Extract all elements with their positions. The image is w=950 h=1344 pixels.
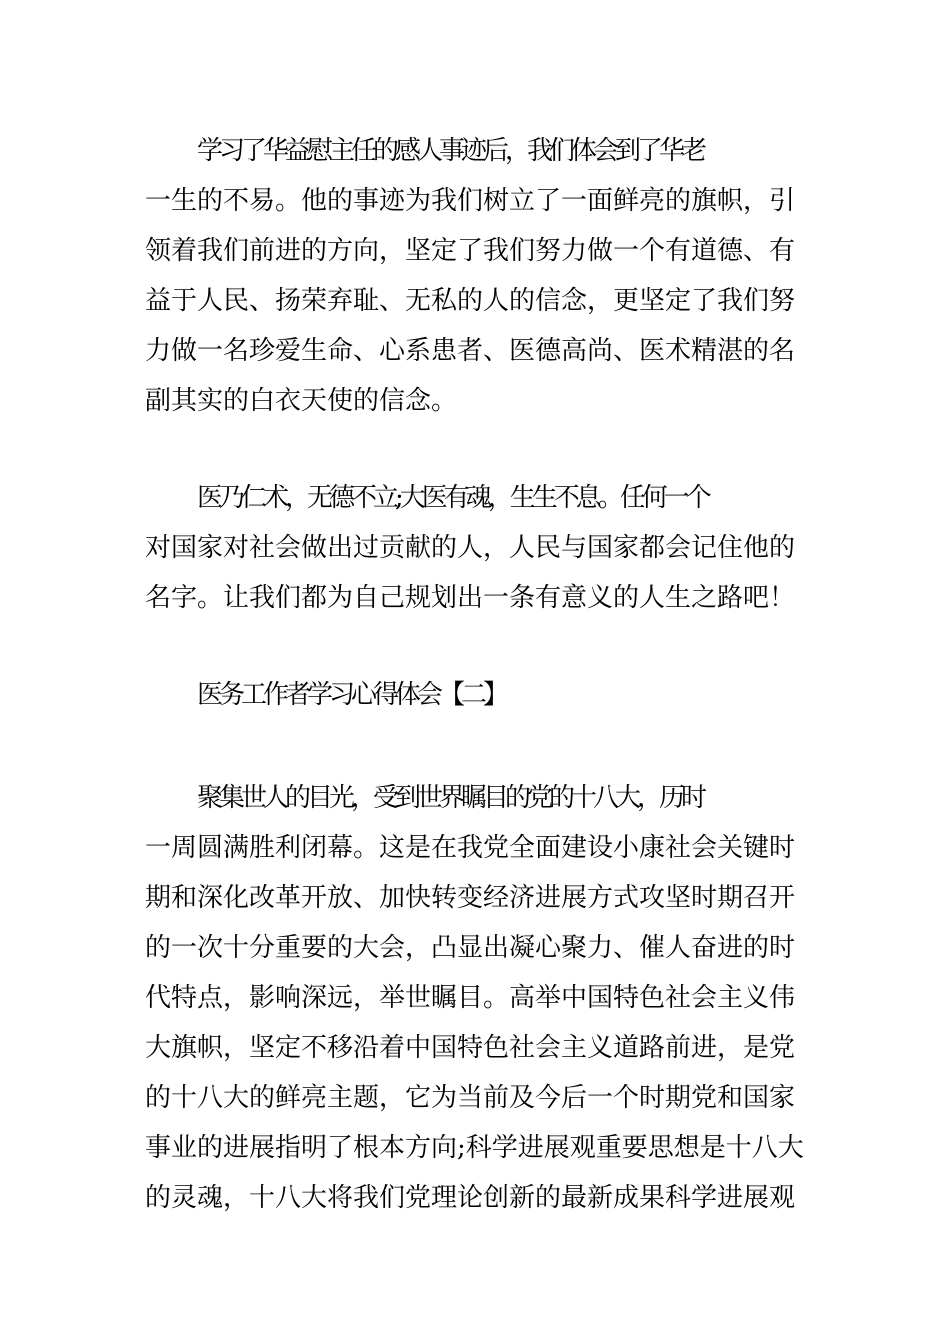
paragraph-3-line-3: 期和深化改革开放、加快转变经济进展方式攻坚时期召开: [145, 883, 796, 913]
paragraph-1-line-5: 力做一名珍爱生命、心系患者、医德高尚、医术精湛的名: [145, 336, 796, 366]
paragraph-3-line-1: 聚集世人的目光，受到世界瞩目的党的十八大，历时: [197, 783, 704, 813]
paragraph-1-line-4: 益于人民、扬荣弃耻、无私的人的信念，更坚定了我们努: [145, 286, 796, 316]
paragraph-2-line-1: 医乃仁术，无德不立;大医有魂，生生不息。任何一个: [197, 483, 708, 513]
paragraph-3-line-2: 一周圆满胜利闭幕。这是在我党全面建设小康社会关键时: [145, 833, 796, 863]
section-heading: 医务工作者学习心得体会【二】: [197, 680, 506, 710]
paragraph-3-line-5: 代特点，影响深远，举世瞩目。高举中国特色社会主义伟: [145, 983, 796, 1013]
paragraph-3-line-4: 的一次十分重要的大会，凸显出凝心聚力、催人奋进的时: [145, 933, 796, 963]
paragraph-1-line-3: 领着我们前进的方向，坚定了我们努力做一个有道德、有: [145, 236, 796, 266]
paragraph-2-line-3: 名字。让我们都为自己规划出一条有意义的人生之路吧！: [145, 583, 796, 613]
paragraph-3-line-8: 事业的进展指明了根本方向;科学进展观重要思想是十八大: [145, 1133, 804, 1163]
paragraph-1-line-6: 副其实的白衣天使的信念。: [145, 386, 458, 416]
paragraph-2-line-2: 对国家对社会做出过贡献的人，人民与国家都会记住他的: [145, 533, 796, 563]
paragraph-3-line-9: 的灵魂，十八大将我们党理论创新的最新成果科学进展观: [145, 1183, 796, 1213]
paragraph-1-line-2: 一生的不易。他的事迹为我们树立了一面鲜亮的旗帜，引: [145, 186, 796, 216]
paragraph-1-line-1: 学习了华益慰主任的感人事迹后，我们体会到了华老: [197, 136, 704, 166]
paragraph-3-line-6: 大旗帜，坚定不移沿着中国特色社会主义道路前进，是党: [145, 1033, 796, 1063]
paragraph-3-line-7: 的十八大的鲜亮主题，它为当前及今后一个时期党和国家: [145, 1083, 796, 1113]
